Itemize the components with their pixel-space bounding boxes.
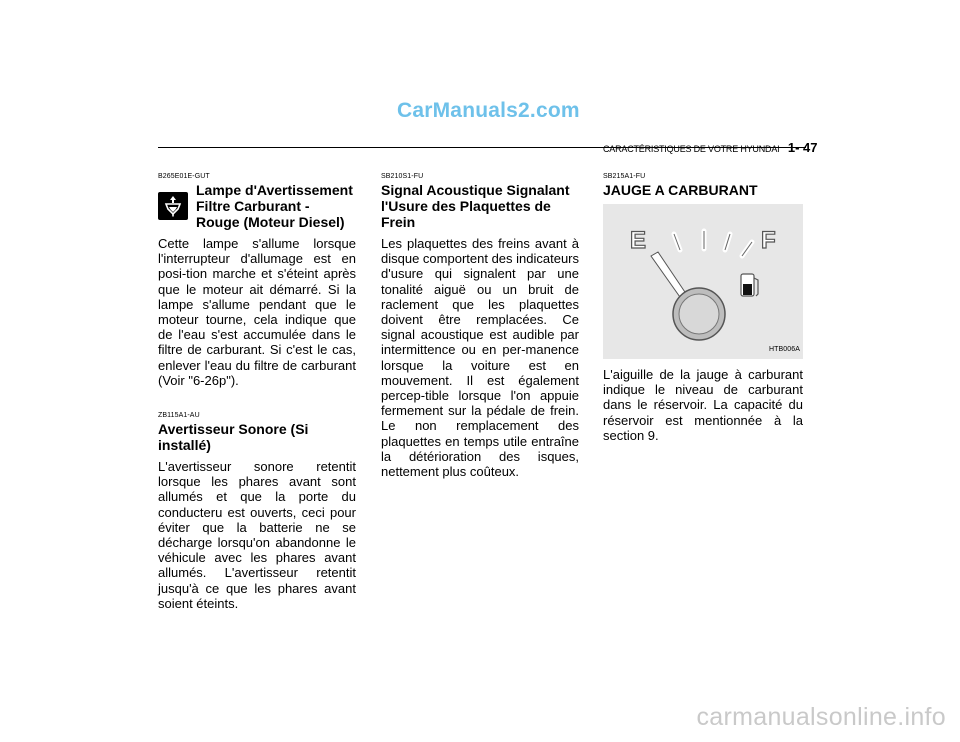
section-horn-warning (158, 411, 356, 611)
section-code: ZB115A1-AU (158, 412, 200, 420)
section-body-brake-pads: Les plaquettes des freins avant à disque comportent des indicateurs d'usure qui signalent par une tonalité aiguë ou un bruit de raclement que les plaquettes doivent être remplacées. Ce signal acoustique est audible par intermittence ou en per-manence lorsque la voiture est en mouvement. Il est également percep-tible lorsque l'on appuie fermement sur la pédale de frein. Le non remplacement des plaquettes en temps utile entraîne la détérioration des isques, nettement plus coûteux. (381, 236, 580, 480)
column-left (158, 172, 356, 611)
section-title-brake-pads: Signal Acoustique Signalant l'Usure des Plaquettes de Frein (381, 182, 570, 230)
section-code: B265E01E-GUT (158, 173, 210, 180)
section-title-horn: Avertisseur Sonore (Si installé) (158, 421, 309, 454)
section-title-fuel-gauge: JAUGE A CARBURANT (603, 182, 758, 198)
section-body-fuel-gauge: L'aiguille de la jauge à carburant indique le niveau de carburant dans le réservoir. La capacité du réservoir est mentionnée à la section 9. (603, 367, 803, 443)
fuel-filter-warning-icon (158, 192, 188, 220)
lamp-title-block (158, 182, 356, 236)
fuel-pump-icon (741, 274, 758, 296)
column-middle (381, 172, 579, 479)
section-title: CARACTÉRISTIQUES DE VOTRE HYUNDAI (603, 144, 780, 154)
gauge-label-empty: E (630, 227, 647, 254)
watermark-carmanualsonline: carmanualsonline.info (696, 703, 946, 731)
section-code: SB210S1-FU (381, 173, 424, 180)
section-body-fuel-filter: Cette lampe s'allume lorsque l'interrupteur d'allumage est en posi-tion marche et s'éteint après que le moteur ait démarré. Si la lampe s'allume pendant que le moteur tourne, cela indique que de l'eau s'est accumulée dans le filtre de carburant. Si c'est le cas, enlever l'eau du filtre de carburant (Voir "6-26p"). (158, 236, 356, 388)
page-number: 1- 47 (787, 140, 818, 155)
column-right (603, 172, 803, 443)
section-body-horn: L'avertisseur sonore retentit lorsque les phares avant sont allumés et que la porte du conducteru est ouverts, ceci pour éviter que la batterie ne se décharge lorsqu'on abandonne le véhicule avec les phares avant allumés. L'avertisseur retentit jusqu'à ce que les phares avant soient éteints. (158, 459, 356, 611)
figure-code: HTB006A (768, 345, 800, 353)
section-fuel-filter-lamp (158, 172, 356, 388)
section-title-fuel-filter: Lampe d'Avertissement Filtre Carburant - Rouge (Moteur Diesel) (196, 182, 353, 230)
gauge-label-full: F (761, 227, 776, 254)
section-code: SB215A1-FU (603, 173, 646, 180)
fuel-gauge-illustration (603, 204, 803, 359)
page-header (603, 139, 818, 157)
watermark-carmanuals2: CarManuals2.com (397, 99, 580, 122)
